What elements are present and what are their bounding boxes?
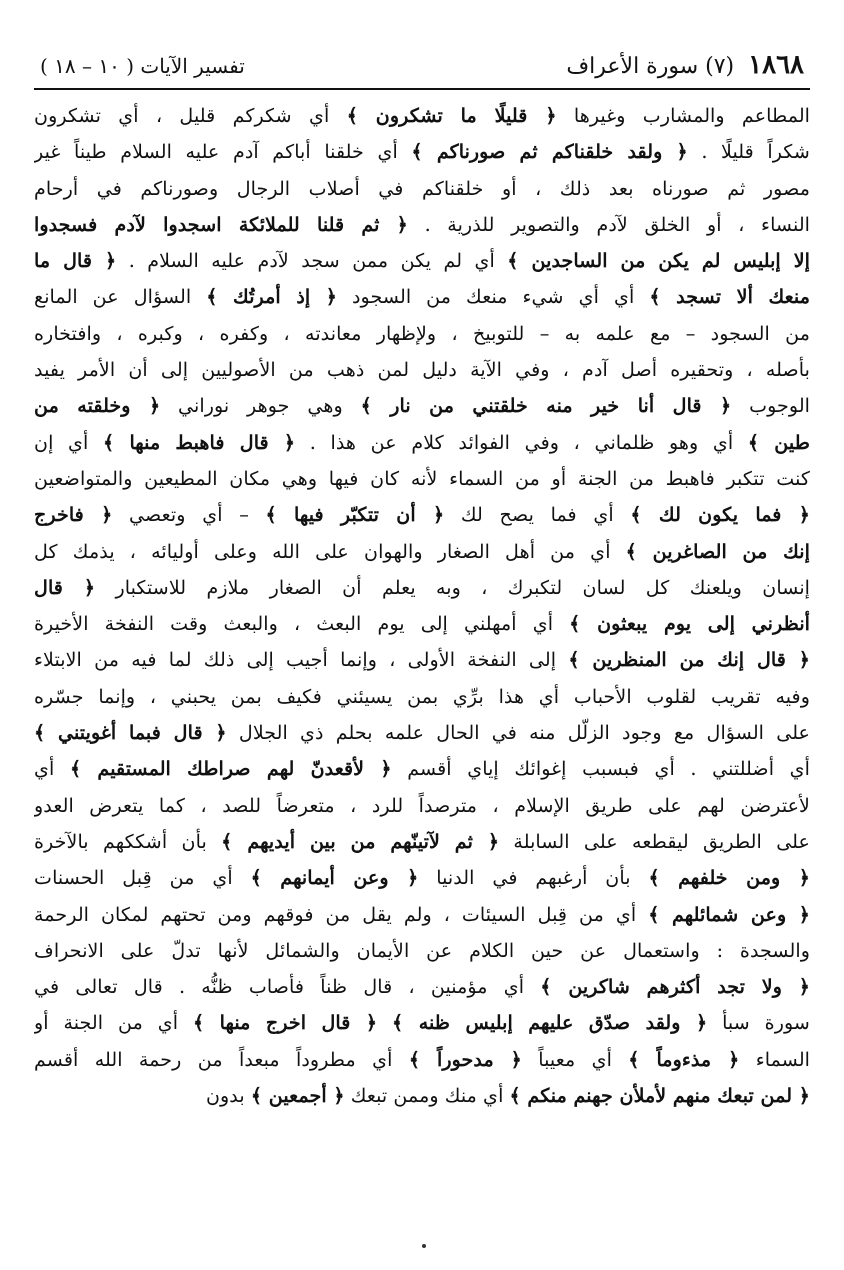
text-line	[34, 679, 810, 715]
verse-quote: ﴿ ثم قلنا للملائكة اسجدوا لآدم فسجدوا	[34, 212, 408, 236]
commentary-segment: أي من الجنة أو	[34, 1011, 193, 1035]
commentary-segment: شكراً قليلًا .	[687, 140, 810, 164]
verse-quote: منعك ألا تسجد ﴾	[649, 285, 810, 309]
text-line	[34, 461, 810, 497]
commentary-segment	[377, 1011, 392, 1034]
text-line	[34, 134, 810, 170]
text-line	[34, 279, 810, 315]
commentary-segment: بدون	[205, 1084, 251, 1108]
text-line	[34, 243, 810, 279]
commentary-segment: على الطريق ليقطعه على السابلة	[499, 829, 810, 853]
text-line	[34, 1005, 810, 1041]
text-line	[34, 715, 810, 751]
verse-quote: ﴿ ولا تجد أكثرهم شاكرين ﴾	[540, 975, 810, 999]
text-line	[34, 570, 810, 606]
text-line	[34, 534, 810, 570]
verse-quote: أنظرني إلى يوم يبعثون ﴾	[569, 612, 810, 636]
text-line	[34, 1042, 810, 1078]
verse-quote: ﴿ قال إنك من المنظرين ﴾	[568, 648, 810, 672]
verse-quote: ﴿ قال فاهبط منها ﴾	[103, 430, 296, 454]
verse-quote: ﴿ وخلقته من	[34, 394, 161, 418]
verse-quote: ﴿ فاخرج	[34, 503, 113, 527]
commentary-segment: أي لم يكن ممن سجد لآدم عليه السلام .	[116, 249, 508, 273]
commentary-segment: أي من قِبل السيئات ، ولم يقل من فوقهم ومن تحتهم لمكان الرحمة	[34, 902, 649, 926]
commentary-segment: أي منك وممن تبعك	[344, 1084, 510, 1108]
text-line	[34, 751, 810, 787]
commentary-segment: سورة سبأ	[707, 1011, 810, 1035]
commentary-segment: أي خلقنا أباكم آدم عليه السلام طيناً غير	[34, 140, 412, 164]
commentary-segment: كنت تتكبر فاهبط من الجنة أو من السماء لأنه كان فيها وهي مكان المطيعين والمتواضعين	[34, 466, 810, 490]
text-line	[34, 316, 810, 352]
verse-quote: ﴿ ولقد خلقناكم ثم صورناكم ﴾	[411, 140, 688, 164]
commentary-segment: أي وهو ظلماني ، وفي الفوائد كلام عن هذا .	[295, 430, 748, 454]
text-line	[34, 171, 810, 207]
text-line	[34, 606, 810, 642]
text-line	[34, 388, 810, 424]
verse-quote: ﴿ وعن شمائلهم ﴾	[648, 902, 810, 926]
verse-quote: ﴿ أجمعين ﴾	[250, 1084, 345, 1108]
page-header	[34, 50, 810, 90]
verse-quote: ﴿ إذ أمرتُك ﴾	[206, 285, 338, 309]
text-line	[34, 933, 810, 969]
commentary-segment: إلى النفخة الأولى ، وإنما أجيب إلى ذلك لما فيه من الابتلاء	[34, 648, 569, 672]
commentary-segment: وهي جوهر نوراني	[160, 394, 361, 418]
text-line	[34, 98, 810, 134]
commentary-segment: والسجدة : واستعمال عن حين الكلام عن الأيمان والشمائل لأنها تدلّ على الانحراف	[34, 938, 810, 962]
text-line	[34, 860, 810, 896]
text-line	[34, 824, 810, 860]
commentary-segment: أي مطروداً مبعداً من رحمة الله أقسم	[34, 1047, 409, 1071]
commentary-segment: مصور ثم صورناه بعد ذلك ، أو خلقناكم في أصلاب الرجال وصورناكم في أرحام	[34, 176, 810, 200]
commentary-segment: أي أي شيء منعك من السجود	[337, 285, 650, 309]
commentary-segment: على السؤال مع وجود الزلّل منه في الحال علمه بحلم ذي الجلال	[226, 721, 810, 745]
commentary-segment: أي أضللتني . أي فبسبب إغوائك إياي أقسم	[391, 757, 810, 781]
commentary-segment: المطاعم والمشارب وغيرها	[556, 104, 810, 127]
commentary-segment: أي إن	[34, 430, 104, 454]
commentary-segment: – أي وتعصي	[112, 503, 266, 527]
text-line	[34, 642, 810, 678]
commentary-segment: أي من قِبل الحسنات	[34, 866, 251, 890]
header-right	[566, 50, 804, 80]
verse-quote: ﴿ قال أنا خير منه خلقتني من نار ﴾	[360, 394, 732, 418]
commentary-segment: من السجود – مع علمه به – للتوبيخ ، ولإظهار معاندته ، وكفره ، وكبره ، وافتخاره	[34, 321, 810, 345]
verse-quote: ﴿ قال اخرج منها ﴾	[192, 1011, 378, 1035]
verse-quote: ﴿ ثم لآتينّهم من بين أيديهم ﴾	[221, 829, 500, 853]
text-line	[34, 425, 810, 461]
footer-dot	[422, 1244, 426, 1248]
commentary-segment: أي أمهلني إلى يوم البعث ، والبعث وقت النفخة الأخيرة	[34, 612, 570, 636]
text-line	[34, 207, 810, 243]
commentary-text	[34, 98, 810, 1114]
commentary-segment: أي شكركم قليل ، أي تشكرون	[34, 104, 347, 127]
commentary-segment: النساء ، أو الخلق لآدم والتصوير للذرية .	[407, 212, 810, 236]
verse-quote: ﴿ ومن خلفهم ﴾	[648, 866, 810, 890]
page-number: ١٨٦٨	[748, 50, 804, 80]
commentary-segment: بأن أشككهم بالآخرة	[34, 829, 222, 853]
text-line	[34, 352, 810, 388]
text-line	[34, 788, 810, 824]
verse-quote: ﴿ لمن تبعك منهم لأملأن جهنم منكم ﴾	[509, 1084, 810, 1108]
text-line	[34, 969, 810, 1005]
commentary-segment: أي مؤمنين ، قال ظناً فأصاب ظنُّه . قال تعالى في	[34, 975, 541, 999]
commentary-segment: السماء	[739, 1047, 810, 1071]
verse-quote: ﴿ وعن أيمانهم ﴾	[250, 866, 419, 890]
verse-quote: إنك من الصاغرين ﴾	[625, 539, 810, 563]
commentary-segment: أي معيباً	[521, 1047, 629, 1071]
verse-quote: ﴿ قليلًا ما تشكرون ﴾	[346, 104, 557, 127]
commentary-segment: الوجوب	[731, 394, 810, 418]
surah-title: (٧) سورة الأعراف	[566, 54, 735, 79]
section-title: تفسير الآيات ( ١٠ – ١٨ )	[40, 54, 245, 78]
text-line	[34, 497, 810, 533]
verse-quote: ﴿ لأقعدنّ لهم صراطك المستقيم ﴾	[69, 757, 392, 781]
verse-quote: ﴿ فما يكون لك ﴾	[630, 503, 810, 527]
verse-quote: ﴿ مذءوماً ﴾	[628, 1047, 740, 1071]
text-line	[34, 1078, 810, 1114]
commentary-segment: بأصله ، وتحقيره أصل آدم ، وفي الآية دليل لمن ذهب من الأصوليين إلى أن الأمر يفيد	[34, 358, 810, 382]
verse-quote: ﴿ مدحوراً ﴾	[408, 1047, 522, 1071]
commentary-segment: أي	[34, 757, 70, 781]
verse-quote: ﴿ أن تتكبّر فيها ﴾	[265, 503, 445, 527]
commentary-segment: أي فما يصح لك	[444, 503, 631, 527]
verse-quote: ﴿ قال	[34, 575, 96, 599]
verse-quote: ﴿ قال ما	[34, 249, 117, 273]
verse-quote: ﴿ قال فبما أغويتني ﴾	[34, 721, 227, 745]
text-line	[34, 897, 810, 933]
verse-quote: ﴿ ولقد صدّق عليهم إبليس ظنه ﴾	[392, 1011, 708, 1035]
commentary-segment: وفيه تقريب لقلوب الأحباب أي هذا برِّي بمن يسيئني فكيف بمن يحبني ، وإنما جسّره	[34, 684, 810, 708]
commentary-segment: إنسان ويلعنك كل لسان لتكبرك ، وبه يعلم أن الصغار ملازم للاستكبار	[95, 575, 810, 599]
commentary-segment: لأعترضن لهم على طريق الإسلام ، مترصداً للرد ، متعرضاً للصد ، كما يتعرض العدو	[34, 793, 810, 817]
commentary-segment: بأن أرغبهم في الدنيا	[418, 866, 649, 890]
verse-quote: إلا إبليس لم يكن من الساجدين ﴾	[507, 249, 810, 273]
commentary-segment: أي من أهل الصغار والهوان على الله وعلى أوليائه ، يذمك كل	[34, 539, 626, 563]
commentary-segment: السؤال عن المانع	[34, 285, 207, 309]
verse-quote: طين ﴾	[747, 430, 810, 454]
